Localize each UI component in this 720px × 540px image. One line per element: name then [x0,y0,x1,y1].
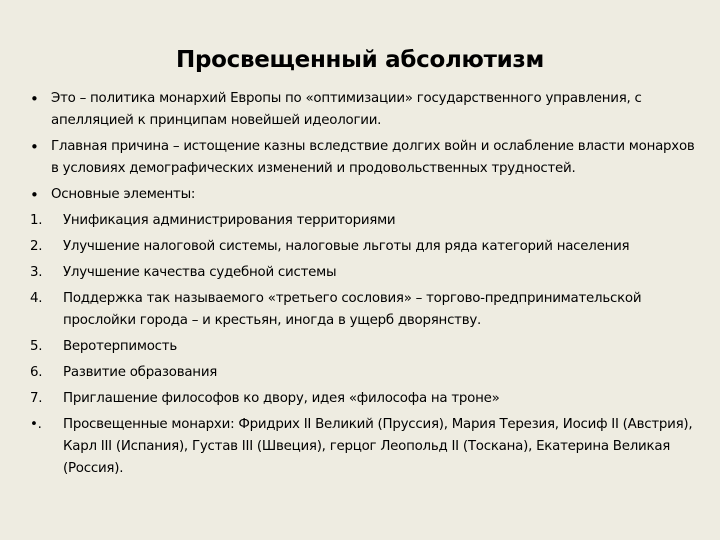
numbered-item [30,210,702,232]
numbered-text: Улучшение качества судебной системы [63,265,337,280]
bullet-marker: • [30,90,39,108]
monarchs-item [30,414,702,480]
numbered-item [30,236,702,258]
number-marker: 2. [30,239,43,254]
numbered-text: Унификация администрирования территориями [63,213,396,228]
numbered-item [30,362,702,384]
number-marker: 3. [30,265,43,280]
bullet-marker: •. [30,417,42,432]
numbered-item [30,288,702,332]
content-list [30,88,702,484]
bullet-marker: • [30,186,39,204]
numbered-text: Улучшение налоговой системы, налоговые льготы для ряда категорий населения [63,239,630,254]
bullet-text: Главная причина – истощение казны вследствие долгих войн и ослабление власти монархов в условиях демографических изменений и продовольственных трудностей. [51,139,695,176]
numbered-text: Веротерпимость [63,339,177,354]
numbered-text: Приглашение философов ко двору, идея «философа на троне» [63,391,500,406]
numbered-text: Поддержка так называемого «третьего сословия» – торгово-предпринимательской прослойки города – и крестьян, иногда в ущерб дворянству. [63,291,642,328]
number-marker: 4. [30,291,43,306]
bullet-item [30,136,702,180]
bullet-item [30,88,702,132]
bullet-marker: • [30,138,39,156]
slide-title: Просвещенный абсолютизм [176,47,544,73]
number-marker: 7. [30,391,43,406]
number-marker: 6. [30,365,43,380]
numbered-item [30,388,702,410]
numbered-item [30,262,702,284]
numbered-item [30,336,702,358]
number-marker: 5. [30,339,43,354]
bullet-text: Основные элементы: [51,187,196,202]
monarchs-text: Просвещенные монархи: Фридрих II Великий (Пруссия), Мария Терезия, Иосиф II (Австрия), Карл III (Испания), Густав III (Швеция), герцог Леопольд II (Тоскана), Екатерина Великая (Россия). [63,417,693,476]
bullet-text: Это – политика монархий Европы по «оптимизации» государственного управления, с апелляцией к принципам новейшей идеологии. [51,91,642,128]
number-marker: 1. [30,213,43,228]
numbered-text: Развитие образования [63,365,218,380]
bullet-item [30,184,702,206]
